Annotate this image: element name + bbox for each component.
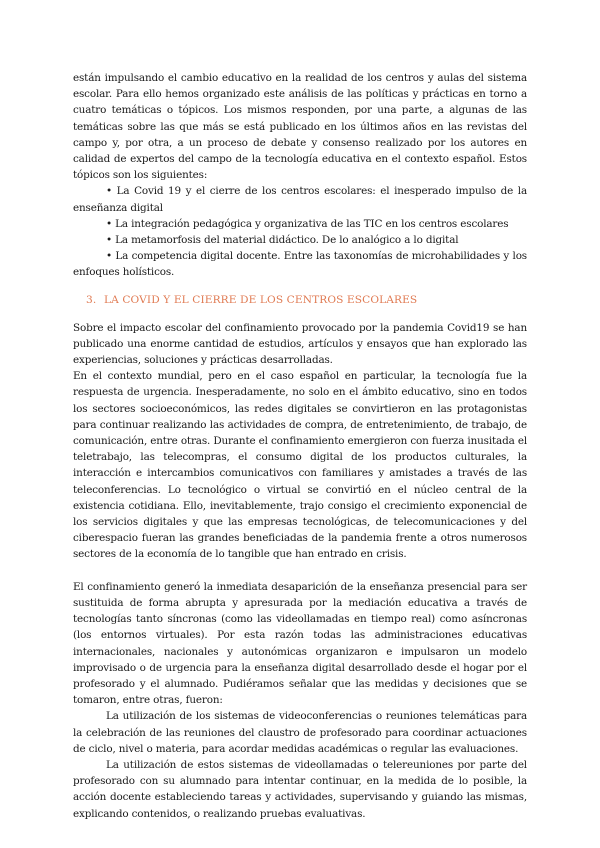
topic-item-covid: • La Covid 19 y el cierre de los centros escolares: el inesperado impulso de la enseñanza digital bbox=[73, 185, 527, 214]
body-paragraph-context: En el contexto mundial, pero en el caso español en particular, la tecnología fue la respuesta de urgencia. Inesperadamente, no solo en el ámbito educativo, sino en todos los sectores socioeconómicos, las redes digitales se convirtieron en las protagonistas para continuar realizando las actividades de compra, de entretenimiento, de trabajo, de comunicación, entre otras. Durante el confinamiento emergieron con fuerza inusitada el teletrabajo, las telecompras, el consumo digital de los productos culturales, la interacción e intercambios comunicativos con familiares y amistades a través de las teleconferencias. Lo tecnológico o virtual se convirtió en el núcleo central de la existencia cotidiana. Ello, inevitablemente, trajo consigo el crecimiento exponencial de los servicios digitales y que las empresas tecnológicas, de telecomunicaciones y del ciberespacio fueran las grandes beneficiadas de la pandemia frente a otros numerosos sectores de la economía de lo tangible que han entrado en crisis. bbox=[73, 370, 527, 561]
topic-item-material: • La metamorfosis del material didáctico. De lo analógico a lo digital bbox=[106, 234, 459, 247]
section-heading bbox=[73, 292, 527, 308]
section-title: LA COVID Y EL CIERRE DE LOS CENTROS ESCOLARES bbox=[104, 293, 418, 306]
body-paragraph-measure-meetings: La utilización de los sistemas de videoconferencias o reuniones telemáticas para la celebración de las reuniones del claustro de profesorado para coordinar actuaciones de ciclo, nivel o materia, para acordar medidas académicas o regular las evaluaciones. bbox=[73, 710, 527, 755]
topic-item-integration: • La integración pedagógica y organizativa de las TIC en los centros escolares bbox=[106, 217, 509, 230]
body-paragraph-impact: Sobre el impacto escolar del confinamiento provocado por la pandemia Covid19 se han publicado una enorme cantidad de estudios, artículos y ensayos que han explorado las experiencias, soluciones y prácticas desarrolladas. bbox=[73, 321, 527, 367]
section-number: 3. bbox=[86, 293, 97, 306]
intro-paragraph: están impulsando el cambio educativo en la realidad de los centros y aulas del sistema escolar. Para ello hemos organizado este análisis de las políticas y prácticas en torno a cuatro temáticas o tópicos. Los mismos responden, por una parte, a algunas de las temáticas sobre las que más se está publicado en los últimos años en las revistas del campo y, por otra, a un proceso de debate y consenso realizado por los autores en calidad de expertos del campo de la tecnología educativa en el contexto español. Estos tópicos son los siguientes: bbox=[73, 72, 527, 182]
body-paragraph-confinement: El confinamiento generó la inmediata desaparición de la enseñanza presencial para ser sustituida de forma abrupta y apresurada por la mediación educativa a través de tecnologías tanto síncronas (como las videollamadas en tiempo real) como asíncronas (los entornos virtuales). Por esta razón todas las administraciones educativas internacionales, nacionales y autonómicas organizaron e impulsaron un modelo improvisado o de urgencia para la enseñanza digital desarrollado desde el hogar por el profesorado y el alumnado. Pudiéramos señalar que las medidas y decisiones que se tomaron, entre otras, fueron: bbox=[73, 580, 527, 707]
topic-list bbox=[73, 183, 527, 280]
body-paragraph-measure-teaching: La utilización de estos sistemas de videollamadas o telereuniones por parte del profesorado con su alumnado para intentar continuar, en la medida de lo posible, la acción docente estableciendo tareas y actividades, supervisando y guiando las mismas, explicando contenidos, o realizando pruebas evaluativas. bbox=[73, 758, 527, 820]
document-page bbox=[73, 70, 527, 822]
topic-item-competence: • La competencia digital docente. Entre las taxonomías de microhabilidades y los enfoques holísticos. bbox=[73, 250, 527, 279]
